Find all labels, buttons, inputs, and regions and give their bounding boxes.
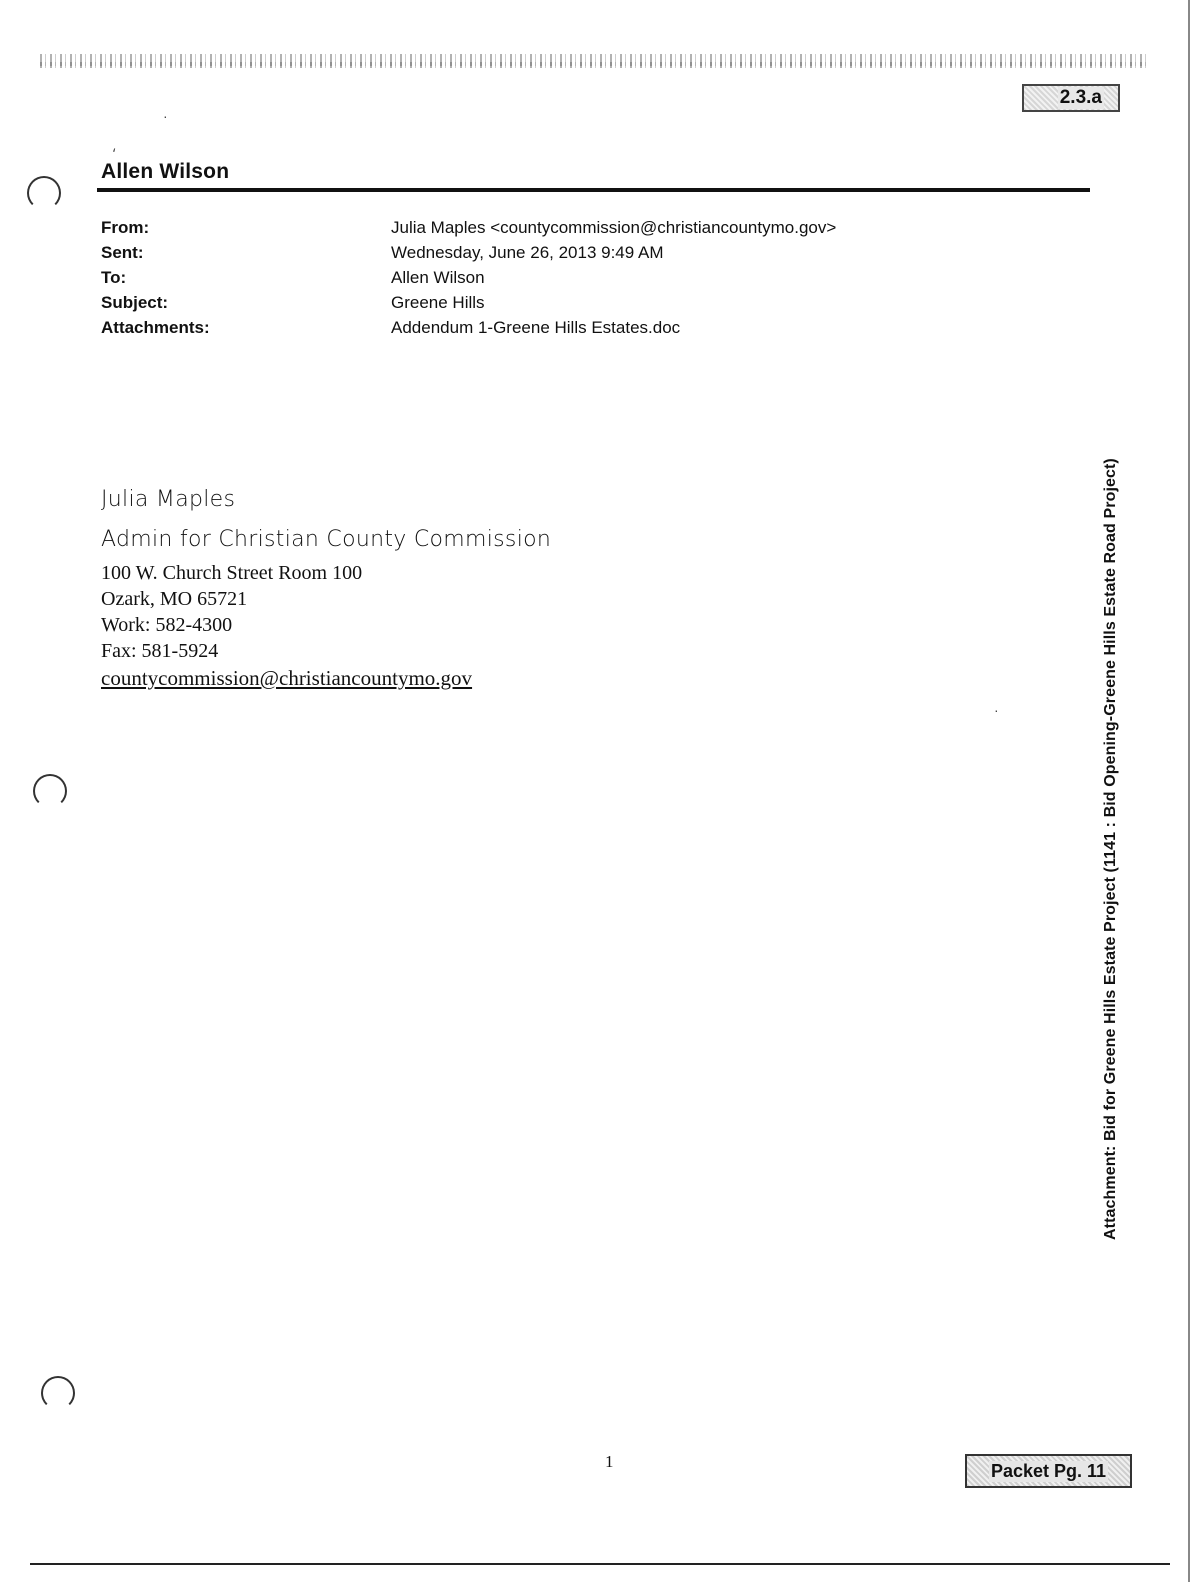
meta-row-sent xyxy=(101,240,1001,265)
meta-row-from xyxy=(101,215,1001,240)
meta-label: Subject: xyxy=(101,292,169,312)
signature-email-link[interactable]: countycommission@christiancountymo.gov xyxy=(101,666,473,690)
agenda-tag-label: 2.3.a xyxy=(1059,87,1102,108)
meta-value: Wednesday, June 26, 2013 9:49 AM xyxy=(391,242,664,262)
punch-hole-icon xyxy=(41,1376,75,1410)
email-signature xyxy=(101,480,551,692)
header-rule xyxy=(97,188,1090,192)
scan-dot-icon: · xyxy=(163,108,168,124)
signature-name: Julia Maples xyxy=(101,487,236,512)
punch-hole-icon xyxy=(27,176,61,210)
signature-work-phone: Work: 582-4300 xyxy=(101,614,233,636)
agenda-tag-box xyxy=(1022,84,1120,112)
packet-page-label: Packet Pg. 11 xyxy=(990,1460,1107,1481)
side-attachment-label: Attachment: Bid for Greene Hills Estate Project (1141 : Bid Opening-Greene Hills Estate Road Project) xyxy=(1102,458,1119,1240)
bottom-rule xyxy=(30,1563,1170,1565)
signature-title: Admin for Christian County Commission xyxy=(101,527,552,552)
meta-label: From: xyxy=(101,217,150,237)
signature-city: Ozark, MO 65721 xyxy=(101,588,248,610)
meta-value: Julia Maples <countycommission@christiancountymo.gov> xyxy=(391,217,837,237)
meta-label: Sent: xyxy=(101,242,144,262)
packet-page-box xyxy=(965,1454,1132,1488)
meta-row-to xyxy=(101,265,1001,290)
page-number: 1 xyxy=(605,1452,614,1471)
signature-fax: Fax: 581-5924 xyxy=(101,640,219,662)
scan-mark-icon: ⸲ xyxy=(112,137,116,153)
page-edge xyxy=(1188,0,1190,1582)
email-meta-table xyxy=(101,215,1001,340)
email-header-name: Allen Wilson xyxy=(101,160,230,183)
meta-value: Greene Hills xyxy=(391,292,485,312)
meta-label: Attachments: xyxy=(101,317,210,337)
meta-value: Allen Wilson xyxy=(391,267,485,287)
signature-address: 100 W. Church Street Room 100 xyxy=(101,562,363,584)
meta-row-attachments xyxy=(101,315,1001,340)
meta-value: Addendum 1-Greene Hills Estates.doc xyxy=(391,317,681,337)
scan-noise-top-thin xyxy=(40,62,1150,66)
meta-label: To: xyxy=(101,267,127,287)
punch-hole-icon xyxy=(33,774,67,808)
scan-dot-icon: · xyxy=(994,702,999,718)
meta-row-subject xyxy=(101,290,1001,315)
